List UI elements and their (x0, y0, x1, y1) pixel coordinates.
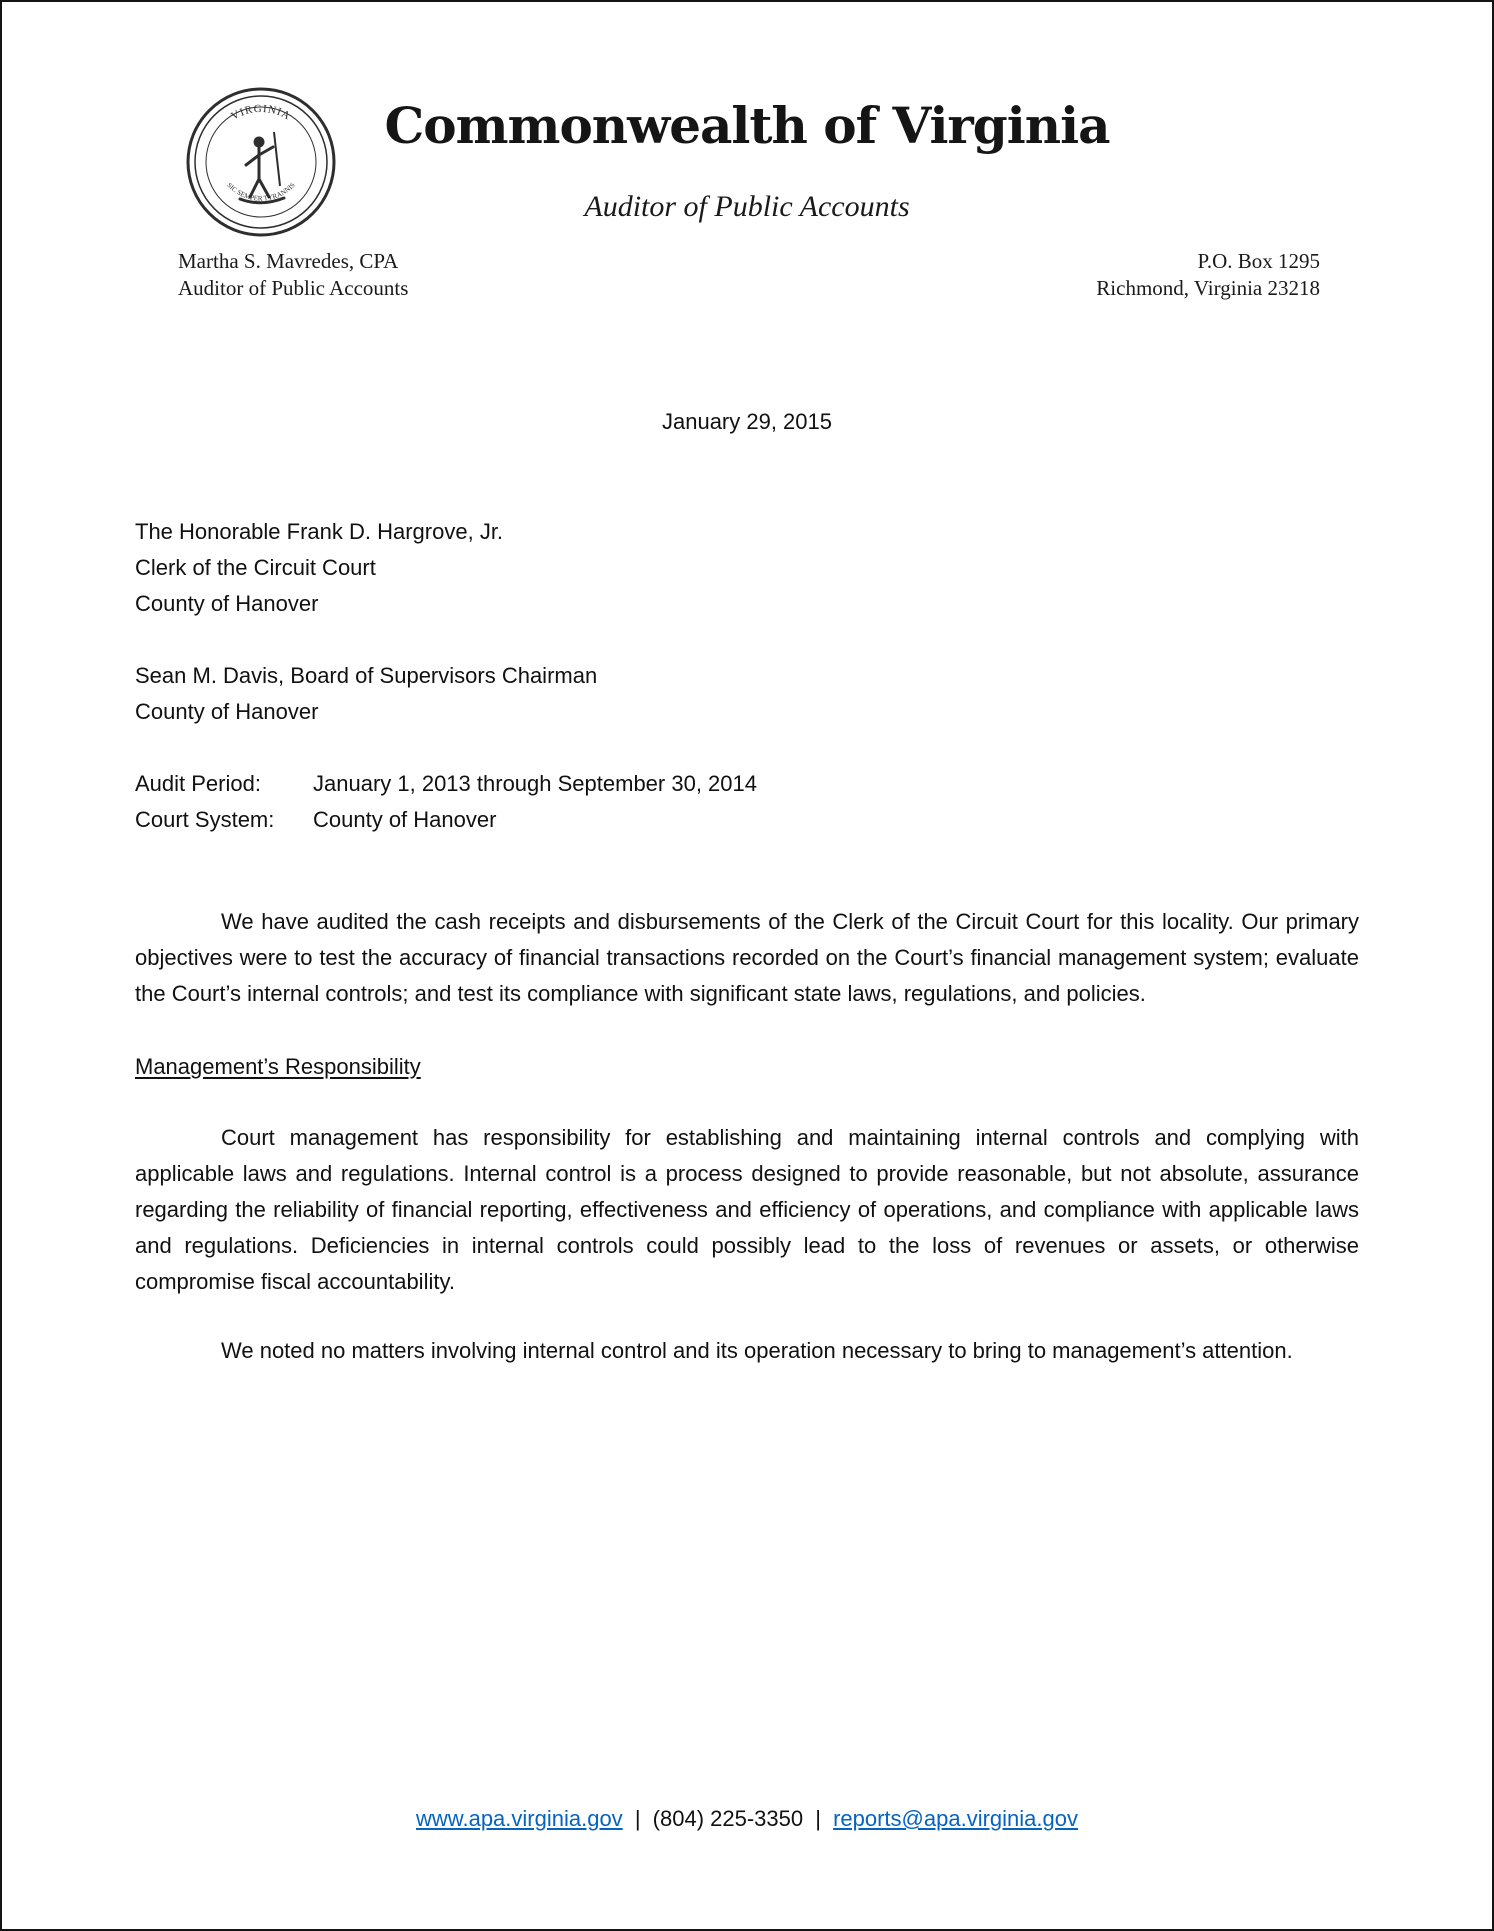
org-title: Commonwealth of Virginia (384, 96, 1110, 155)
audit-meta-block (135, 766, 1359, 838)
section-heading: Management’s Responsibility (135, 1054, 421, 1079)
address-block (1096, 248, 1320, 302)
footer-separator: | (815, 1806, 821, 1831)
recipient-line: Clerk of the Circuit Court (135, 555, 376, 580)
footer-separator: | (634, 1806, 641, 1831)
court-system-value: County of Hanover (313, 807, 497, 832)
recipient-line: The Honorable Frank D. Hargrove, Jr. (135, 519, 504, 544)
recipient-line: County of Hanover (135, 591, 319, 616)
court-system-label: Court System: (135, 807, 275, 832)
recipient-block-2 (135, 658, 1359, 730)
recipient-line: County of Hanover (135, 699, 319, 724)
phone-number: (804) 225-3350 (652, 1806, 804, 1831)
audit-period-row (135, 766, 1359, 802)
intro-paragraph: We have audited the cash receipts and disbursements of the Clerk of the Circuit Court for this locality. Our primary objectives were to test the accuracy of financial transactions recorded on the Court’s financial management system; evaluate the Court’s internal controls; and test its compliance with significant state laws, regulations, and policies. (135, 909, 1359, 1006)
recipient-line: Sean M. Davis, Board of Supervisors Chairman (135, 663, 598, 688)
official-block (178, 248, 408, 302)
address-line-2: Richmond, Virginia 23218 (1096, 276, 1320, 300)
address-line-1: P.O. Box 1295 (1197, 249, 1320, 273)
org-subtitle: Auditor of Public Accounts (584, 190, 910, 223)
letterhead (2, 2, 1492, 332)
seal-bottom-text: SIC SEMPER TYRANNIS (225, 181, 297, 203)
official-name: Martha S. Mavredes, CPA (178, 249, 399, 273)
court-system-row (135, 802, 1359, 838)
audit-period-value: January 1, 2013 through September 30, 2014 (313, 771, 757, 796)
letter-date: January 29, 2015 (661, 409, 833, 434)
section-paragraph-1: Court management has responsibility for establishing and maintaining internal controls and complying with applicable laws and regulations. Internal control is a process designed to provide reasonable, but not absolute, assurance regarding the reliability of financial reporting, effectiveness and efficiency of operations, and compliance with applicable laws and regulations. Deficiencies in internal controls could possibly lead to the loss of revenues or assets, or otherwise compromise fiscal accountability. (135, 1125, 1359, 1294)
official-title: Auditor of Public Accounts (178, 276, 409, 300)
email-link[interactable]: reports@apa.virginia.gov (833, 1806, 1078, 1831)
letter-footer (2, 1801, 1492, 1837)
section-paragraph-2: We noted no matters involving internal control and its operation necessary to bring to management’s attention. (221, 1338, 1293, 1363)
website-link[interactable]: www.apa.virginia.gov (416, 1806, 623, 1831)
letter-body (2, 404, 1492, 1369)
recipient-block-1 (135, 514, 1359, 622)
audit-period-label: Audit Period: (135, 771, 261, 796)
seal-top-text: VIRGINIA (229, 102, 293, 123)
